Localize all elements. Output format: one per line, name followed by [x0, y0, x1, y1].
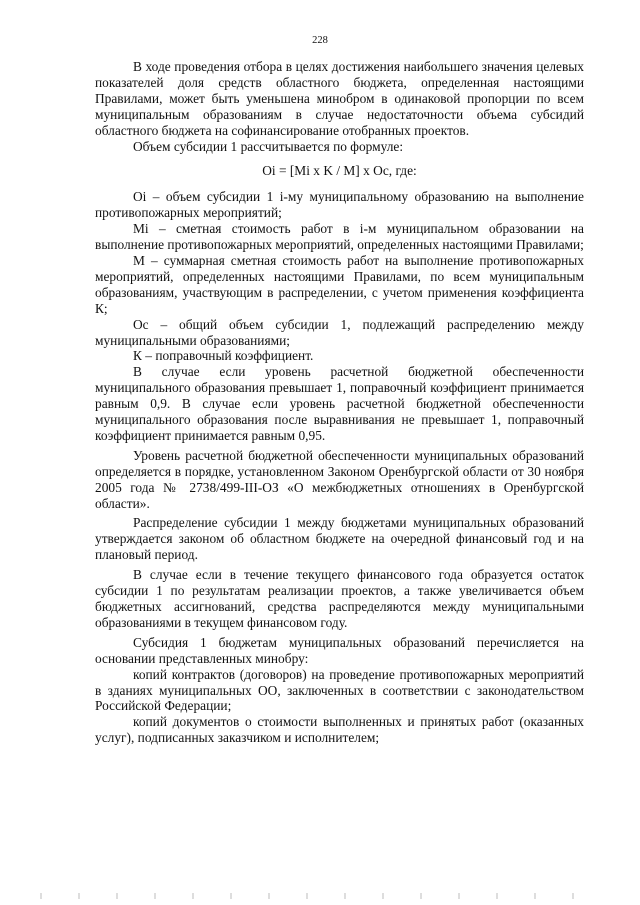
paragraph-formula-intro: Объем субсидии 1 рассчитывается по формуле:	[133, 138, 404, 154]
scan-edge-artifact	[40, 893, 600, 899]
definition-m: М – суммарная сметная стоимость работ на выполнение противопожарных мероприятий, определенных настоящими Правилами, по всем муниципальным образованиям, участвующим в распределении, с учетом применения коэффициента К;	[95, 252, 584, 316]
paragraph-distribution: Распределение субсидии 1 между бюджетами муниципальных образований утверждается законом об областном бюджете на очередной финансовый год и на плановый период.	[95, 515, 584, 563]
document-body	[95, 59, 584, 746]
list-item-cost-documents: копий документов о стоимости выполненных и принятых работ (оказанных услуг), подписанных заказчиком и исполнителем;	[95, 714, 584, 746]
subsidy-formula: Oi = [Mi x K / M] x Oc, где:	[262, 163, 417, 179]
definition-mi: Mi – сметная стоимость работ в i-м муниципальном образовании на выполнение противопожарных мероприятий, определенных настоящими Правилами;	[95, 221, 584, 253]
definition-oi: Oi – объем субсидии 1 i-му муниципальному образованию на выполнение противопожарных мероприятий;	[95, 189, 584, 221]
paragraph-selection-reduction: В ходе проведения отбора в целях достижения наибольшего значения целевых показателей доля средств областного бюджета, определенная настоящими Правилами, может быть уменьшена минобром в одинаковой пропорции по всем муниципальным образованиям в случае недостаточности объема субсидий областного бюджета на софинансирование отобранных проектов.	[95, 59, 584, 138]
paragraph-budget-provision: Уровень расчетной бюджетной обеспеченности муниципальных образований определяется в порядке, установленном Законом Оренбургской области от 30 ноября 2005 года № 2738/499-III-ОЗ «О межбюджетных отношениях в Оренбургской области».	[95, 447, 584, 511]
definition-k: К – поправочный коэффициент.	[133, 348, 314, 364]
paragraph-remaining-funds: В случае если в течение текущего финансового года образуется остаток субсидии 1 по результатам реализации проектов, а также увеличивается объем бюджетных ассигнований, средства распределяются между муниципальными образованиями в текущем финансовом году.	[95, 567, 584, 630]
definition-oc: Ос – общий объем субсидии 1, подлежащий распределению между муниципальными образованиями;	[95, 316, 584, 348]
paragraph-transfer-basis: Субсидия 1 бюджетам муниципальных образований перечисляется на основании представленных минобру:	[95, 634, 584, 666]
page-number: 228	[312, 35, 328, 46]
list-item-contracts: копий контрактов (договоров) на проведение противопожарных мероприятий в зданиях муниципальных ОО, заключенных в соответствии с законодательством Российской Федерации;	[95, 666, 584, 714]
paragraph-correction-coefficient: В случае если уровень расчетной бюджетной обеспеченности муниципального образования превышает 1, поправочный коэффициент принимается равным 0,9. В случае если уровень расчетной бюджетной обеспеченности муниципального образования после выравнивания не превышает 1, поправочный коэффициент принимается равным 0,95.	[95, 364, 584, 443]
